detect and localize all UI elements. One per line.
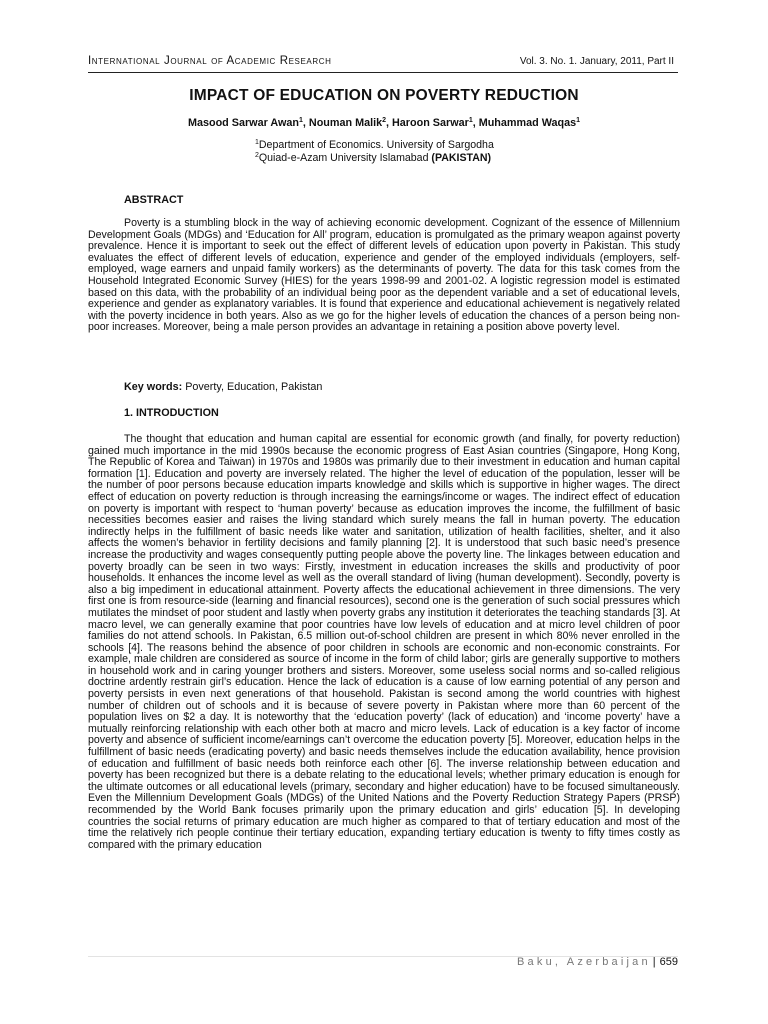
- abstract-heading: ABSTRACT: [124, 194, 184, 206]
- keywords-line: [124, 381, 322, 393]
- footer-separator: |: [652, 956, 656, 968]
- affiliation-mark: 1: [255, 139, 259, 146]
- author-affiliation-mark: 2: [382, 117, 386, 124]
- paper-title: IMPACT OF EDUCATION ON POVERTY REDUCTION: [189, 87, 579, 104]
- affiliation-text: Department of Economics. University of Sargodha: [258, 139, 494, 151]
- affiliation-text: Quiad-e-Azam University Islamabad: [258, 151, 432, 164]
- footer-place: Baku, Azerbaijan: [517, 956, 651, 968]
- issue-info: Vol. 3. No. 1. January, 2011, Part II: [519, 56, 674, 67]
- author-affiliation-mark: 1: [468, 117, 473, 124]
- affiliation-mark: 2: [255, 151, 259, 159]
- author-affiliation-mark: 1: [298, 117, 303, 124]
- keywords-value: Poverty, Education, Pakistan: [185, 381, 323, 393]
- affiliation-line: [255, 152, 494, 165]
- abstract-text: Poverty is a stumbling block in the way of achieving economic development. Cognizant of the essence of Millennium Development Goals (MDGs) and ‘Education for All’ program, education is promulgated as the primary weapon against poverty prevalence. Hence it is important to seek out the effect of different levels of education upon poverty in Pakistan. This study evaluates the effect of different levels of education, experience and gender of the employed individuals (employers, self-employed, wage earners and unpaid family workers) as the determinants of poverty. The data for this task comes from the Household Integrated Economic Survey (HIES) for the years 1998-99 and 2001-02. A logistic regression model is estimated based on this data, with the probability of an individual being poor as the dependent variable and a set of educational levels, experience and gender as explanatory variables. It is found that experience and educational achievement is negatively related with the poverty incidence in both years. Also as we go for the higher levels of education the chances of a person being non-poor increases. Moreover, being a male person provides an advantage in retaining a position above poverty level.: [88, 217, 680, 334]
- page-footer: [517, 956, 678, 968]
- affiliation-line: [255, 139, 494, 152]
- introduction-heading: 1. INTRODUCTION: [124, 407, 219, 419]
- keywords-label: Key words:: [124, 381, 183, 393]
- author-list: Masood Sarwar Awan$^1$, Nouman Malik$^2$, Haroon Sarwar$^1$, Muhammad Waqas$^1$: [187, 117, 581, 129]
- affiliations: [255, 139, 494, 164]
- journal-name: International Journal of Academic Research: [88, 55, 332, 67]
- running-header: [88, 55, 674, 71]
- affiliation-country: (PAKISTAN): [431, 151, 492, 164]
- author-name: Muhammad Waqas: [478, 117, 577, 129]
- introduction-text: The thought that education and human capital are essential for economic growth (and finally, for poverty reduction) gained much importance in the mid 1990s because the economic progress of East Asian countries (Singapore, Hong Kong, The Republic of Korea and Taiwan) in 1970s and 1980s was primarily due to their investment in education and human capital formation [1]. Education and poverty are inversely related. The higher the level of education of the population, lesser will be the number of poor persons because education imparts knowledge and skills which is supportive in higher wages. The direct effect of education on poverty reduction is through increasing the earnings/income or wages. The indirect effect of education on poverty is important with respect to ‘human poverty’ because as education improves the income, the fulfillment of basic necessities becomes easier and raises the living standard which surely means the fall in human poverty. The education indirectly helps in the fulfillment of basic needs like water and sanitation, utilization of health facilities, shelter, and it also affects the women’s behavior in fertility decisions and family planning [2]. It is understood that such basic need’s presence increase the productivity and wages consequently putting people above the poverty line. The linkages between education and poverty broadly can be seen in two ways: Firstly, investment in education increases the skills and productivity of poor households. It enhances the income level as well as the overall standard of living (human development). Secondly, poverty is also a big impediment in educational attainment. Poverty affects the educational achievement in three dimensions. The very first one is from resource-side (learning and financial resources), second one is the generation of such social pressures which mutilates the mindset of poor student and lastly when poverty grabs any institution it deteriorates the teaching standards [3]. At macro level, we can generally examine that poor countries have low levels of education and at micro level children of poor families do not attend schools. In Pakistan, 6.5 million out-of-school children are present in which 80% never enrolled in the schools [4]. The reasons behind the absence of poor children in schools are economic and non-economic constraints. For example, male children are considered as source of income in the form of child labor; girls are generally supportive to mothers in household work and in caring younger brothers and sisters. Moreover, some useless social norms and so-called religious doctrine ardently restrain girl’s education. Hence the lack of education is a cause of low earning potential of any person and poverty persists in even next generations of that household. Pakistan is second among the world countries with highest number of children out of schools and it is because of severe poverty in Pakistan where more than 60 percent of the population lives on $2 a day. It is noteworthy that the ‘education poverty’ (lack of education) and ‘income poverty’ have a mutually reinforcing relationship with each other both at macro and micro levels. Lack of education is a key factor of income poverty and absence of sufficient income/earnings can’t overcome the education poverty [5]. Moreover, education helps in the fulfillment of basic needs (eradicating poverty) and basic needs themselves include the education availability, hence provision of education and fulfillment of basic needs both reinforce each other [6]. The inverse relationship between education and poverty has been recognized but there is a debate relating to the educational levels; whether primary education is enough for the ultimate outcomes or all educational levels (primary, secondary and higher education) have to be focused simultaneously. Even the Millennium Development Goals (MDGs) of the United Nations and the Poverty Reduction Strategy Papers (PRSP) recommended by the World Bank focuses primarily upon the primary education and girls’ education [5]. In developing countries the social returns of primary education are much higher as compared to that of tertiary education and most of the time the relatively rich people continue their tertiary education, expanding tertiary education is twenty to fifty times costly as compared with the primary education: [88, 433, 680, 851]
- author-name: Haroon Sarwar: [392, 117, 469, 129]
- page-number: 659: [659, 956, 678, 968]
- author-name: Masood Sarwar Awan: [187, 117, 299, 129]
- author-affiliation-mark: 1: [576, 117, 581, 124]
- header-rule: [88, 72, 678, 73]
- author-name: Nouman Malik: [308, 117, 383, 129]
